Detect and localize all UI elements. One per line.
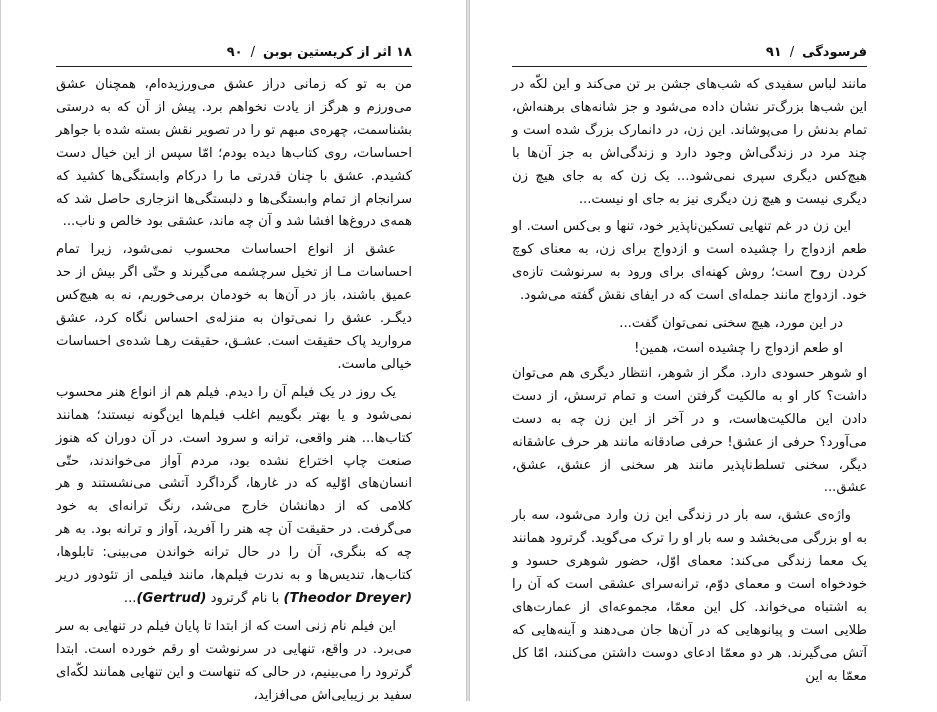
- latin-gertrud: (Gertrud): [136, 590, 207, 606]
- right-page-body: [512, 74, 867, 694]
- right-paragraph-1: مانند لباس سفیدی که شب‌های جشن بر تن می‌کند و این لکّه در این شب‌ها بزرگ‌تر نشان داده می‌شود و جز شانه‌های برهنه‌اش، تمام بدنش را می‌پوشاند. این زن، در دانمارک بزرگ شده است و چند مرد در زندگی‌اش وجود دارد و زندگی‌اش به جز آن‌ها با هیچ‌کس دیگری سپری نمی‌شود... یک زن که به جای هیچ زن دیگری نیست و هیچ زن دیگری نیز به جای او نیست...: [512, 77, 867, 207]
- left-book-title: ۱۸ اثر از کریستین بوبن: [262, 44, 412, 60]
- left-film-prefix: با نام گرترود: [206, 590, 284, 606]
- left-running-head: [56, 40, 412, 64]
- right-header-rule: [512, 66, 867, 67]
- left-header-separator: /: [250, 44, 255, 60]
- right-page: [470, 0, 937, 701]
- right-chapter-title: فرسودگی: [802, 44, 867, 60]
- latin-theodor-dreyer: (Theodor Dreyer): [283, 590, 412, 606]
- right-paragraph-6: واژه‌ی عشق، سه بار در زندگی این زن وارد می‌شود، سه بار به او بزرگی می‌بخشد و سه بار او را ترک می‌گوید. گرترود همانند یک معما زندگی می‌کند: معمای اوّل، حضور شوهری حسود و خودخواه است و معمای دوّم، ترانه‌سرای عشقی است که آن را به اشتباه می‌خواند. کل این معمّا، مجموعه‌ای از عمارت‌های طلایی است و پیانوهایی که در آن‌ها جان می‌دهند و آینه‌هایی که آتش می‌گیرند. هر دو معمّا ادعای دوست داشتن می‌کنند، امّا کل معمّا به این: [512, 508, 867, 684]
- left-page: [0, 0, 467, 701]
- left-paragraph-4: این فیلم نام زنی است که از ابتدا تا پایان فیلم در تنهایی به سر می‌برد. در واقع، تنهایی در سرنوشت او رقم خورده است. ابتدا گرترود را می‌بینیم، در حالی که تنهاست و این تنهایی همانند لکّه‌ای سفید بر زیبایی‌اش می‌افزاید،: [56, 618, 412, 703]
- left-header-rule: [56, 66, 412, 67]
- left-ellipsis: ...: [123, 590, 137, 606]
- left-page-body: [56, 74, 412, 712]
- right-running-head: [512, 40, 867, 64]
- left-page-number: ۹۰: [226, 44, 243, 60]
- right-page-number: ۹۱: [765, 44, 782, 60]
- left-paragraph-2: عشق از انواع احساسات محسوب نمی‌شود، زیرا تمام احساسات مـا از تخیل سرچشمه می‌گیرند و حتّی اگر بیش از حد عمیق باشند، باز در آن‌ها به خودمان برمی‌خوریم، نه به هیچ‌کس دیگـر. عشق را نمی‌توان به منزله‌ی احساس نگاه کرد، عشق مروارید پاک حقیقت است. عشـق، حقیقت رهـا شده‌ی احساسات خیالی ماست.: [56, 242, 412, 372]
- left-paragraph-3: [56, 382, 412, 611]
- right-paragraph-3: در این مورد، هیچ سخنی نمی‌توان گفت...: [619, 316, 843, 332]
- right-header-separator: /: [789, 44, 795, 60]
- left-paragraph-3-text: یک روز در یک فیلم آن را دیدم. فیلم هم از انواع هنر محسوب نمی‌شود و یا بهتر بگوییم اغلب فیلم‌ها این‌گونه نیستند؛ همانند کتاب‌ها... هنر واقعی، ترانه و سرود است. در آن دوران که هنوز صنعت چاپ اختراع نشده بود، مردم آواز می‌خواندند، حتّی انسان‌های اوّلیه که در غارها، گرداگرد آتشی می‌نشستند و هر کلامی که از دهانشان خارج می‌شد، رنگ ترانه‌ای به خود می‌گرفت. در حقیقت آن چه هنر را آفرید، آواز و ترانه بود. به هر چه که بنگری، آن را در حال ترانه خواندن می‌بینی: تابلوها، کتاب‌ها، تندیس‌ها و به ندرت فیلم‌ها، مانند فیلمی از تئودور دریر: [56, 384, 412, 584]
- right-paragraph-5: او شوهر حسودی دارد. مگر از شوهر، انتظار دیگری هم می‌توان داشت؟ کار او به مالکیت گرفتن است و تمام ترسش، از دست دادن این مالکیت‌هاست، و در آخر از این زن چه به دست می‌آورد؟ حرفی از عشق! حرفی صادقانه مانند هر حرف عاشقانه دیگر، سخنی تسلط‌ناپذیر مانند هر سخنی از عشق، عشق، عشق...: [512, 365, 867, 496]
- right-paragraph-2: این زن در غم تنهایی تسکین‌ناپذیر خود، تنها و بی‌کس است. او طعم ازدواج را چشیده است و ازدواج برای زن، به معنای کوچ کردن روح است؛ روش کهنه‌ای برای ورود به سرنوشت تازه‌ی خود. ازدواج مانند جمله‌ای است که در ایفای نقش گفته می‌شود.: [512, 219, 867, 304]
- right-paragraph-4: او طعم ازدواج را چشیده است، همین!: [634, 340, 843, 356]
- left-paragraph-1: من به تو که زمانی دراز عشق می‌ورزیده‌ام، همچنان عشق می‌ورزم و هرگز از یادت نخواهم برد. پیش از آن که به درستی بشناسمت، چهره‌ی مبهم تو را در تصویر نقش بسته شده با جواهر احساسات، روی کتاب‌ها دیده بودم؛ امّا سپس از این خیال دست کشیدم. عشق با چنان قدرتی ما را درکام وابستگی‌ها کشید که سرانجام از تمام وابستگی‌ها و دلبستگی‌ها انزجاری حاصل شد که همه‌ی دروغ‌ها افشا شد و آن چه ماند، عشقی بود خالص و ناب...: [56, 77, 412, 230]
